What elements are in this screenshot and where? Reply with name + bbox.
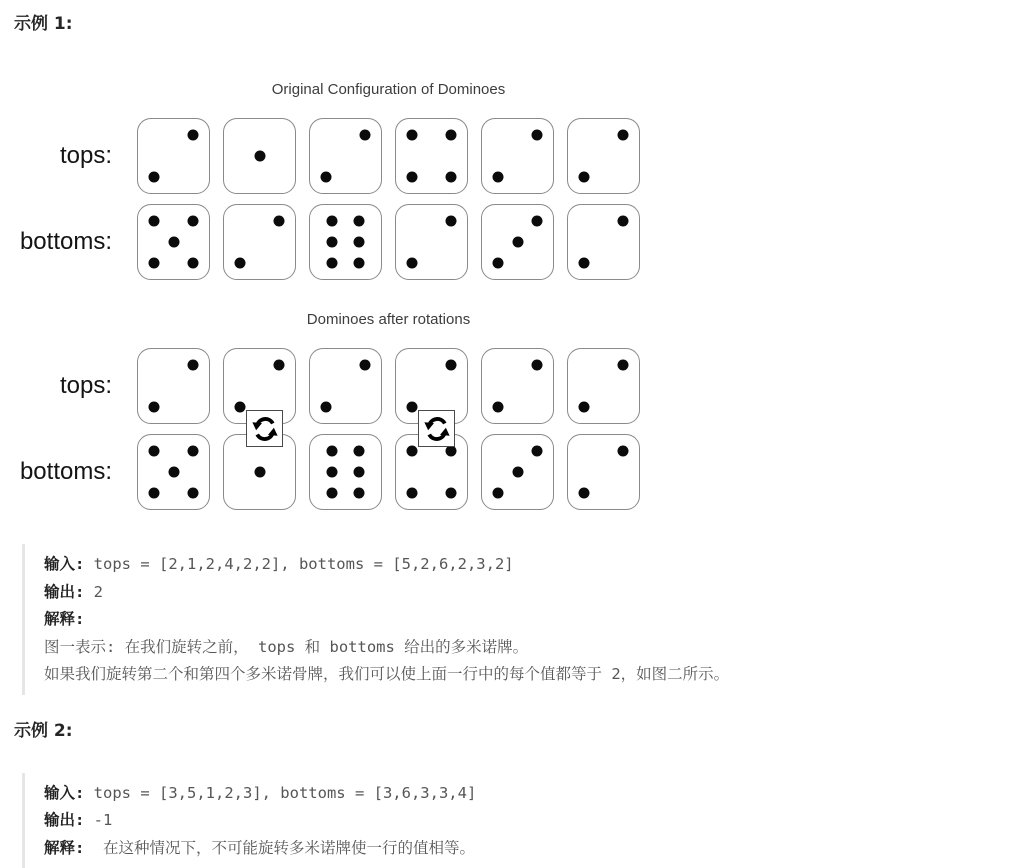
code-line: [44, 807, 1018, 835]
pip: [320, 171, 331, 182]
pip: [353, 237, 364, 248]
code-line: [44, 634, 1018, 662]
code-line: [44, 579, 1018, 607]
die-face-5: [137, 434, 210, 510]
pip: [148, 487, 159, 498]
pip: [406, 257, 417, 268]
pip: [446, 360, 457, 371]
io-label: 解释:: [44, 610, 84, 628]
pip: [148, 446, 159, 457]
pip: [360, 360, 371, 371]
bottoms-label: bottoms:: [14, 459, 137, 485]
io-label: 输出:: [44, 811, 84, 829]
pip: [148, 257, 159, 268]
code-line: [44, 780, 1018, 808]
dominoes-grid: [14, 348, 654, 510]
pip: [188, 487, 199, 498]
pip: [492, 487, 503, 498]
bottoms-dice-row: [137, 204, 654, 280]
pip: [327, 258, 338, 269]
pip: [532, 130, 543, 141]
io-label: 解释:: [44, 839, 84, 857]
die-face-2: [395, 204, 468, 280]
pip: [578, 401, 589, 412]
io-text: 在这种情况下，不可能旋转多米诺牌使一行的值相等。: [84, 839, 475, 857]
io-label: 输入:: [44, 555, 84, 573]
tops-dice-row: [137, 118, 654, 194]
pip: [360, 130, 371, 141]
pip: [353, 215, 364, 226]
pip: [578, 171, 589, 182]
pip: [274, 216, 285, 227]
figure-original-configuration: [14, 82, 1018, 280]
pip: [188, 216, 199, 227]
figure-title: Dominoes after rotations: [137, 312, 640, 328]
die-face-4: [395, 118, 468, 194]
io-text: 如果我们旋转第二个和第四个多米诺骨牌，我们可以使上面一行中的每个值都等于 2，如图二所示。: [44, 665, 729, 683]
pip: [327, 467, 338, 478]
pip: [188, 130, 199, 141]
die-face-1: [223, 118, 296, 194]
bottoms-dice-row: [137, 434, 654, 510]
die-face-2: [137, 118, 210, 194]
pip: [168, 467, 179, 478]
die-face-5: [137, 204, 210, 280]
pip: [274, 360, 285, 371]
tops-label: tops:: [14, 143, 137, 169]
pip: [188, 257, 199, 268]
code-line: [44, 551, 1018, 579]
pip: [446, 216, 457, 227]
pip: [327, 215, 338, 226]
pip: [578, 257, 589, 268]
die-face-6: [309, 204, 382, 280]
pip: [327, 237, 338, 248]
bottoms-label: bottoms:: [14, 229, 137, 255]
pip: [618, 446, 629, 457]
die-face-2: [567, 348, 640, 424]
pip: [578, 487, 589, 498]
io-label: 输出:: [44, 583, 84, 601]
pip: [327, 488, 338, 499]
pip: [618, 216, 629, 227]
io-label: 输入:: [44, 784, 84, 802]
pip: [406, 171, 417, 182]
example1-code-block: [22, 544, 1018, 695]
die-face-2: [481, 118, 554, 194]
pip: [234, 257, 245, 268]
pip: [618, 130, 629, 141]
die-face-2: [137, 348, 210, 424]
die-face-2: [309, 118, 382, 194]
pip: [353, 258, 364, 269]
die-face-2: [223, 204, 296, 280]
rotate-icon: [246, 410, 283, 447]
pip: [234, 401, 245, 412]
pip: [148, 401, 159, 412]
die-face-6: [309, 434, 382, 510]
io-text: -1: [84, 811, 112, 829]
io-text: tops = [2,1,2,4,2,2], bottoms = [5,2,6,2,3,2]: [84, 555, 513, 573]
pip: [254, 467, 265, 478]
code-line: [44, 606, 1018, 634]
example2-code-block: [22, 773, 1018, 868]
pip: [406, 401, 417, 412]
die-face-2: [309, 348, 382, 424]
pip: [353, 467, 364, 478]
pip: [406, 487, 417, 498]
pip: [446, 130, 457, 141]
pip: [148, 171, 159, 182]
pip: [254, 151, 265, 162]
io-text: 2: [84, 583, 103, 601]
die-face-2: [481, 348, 554, 424]
pip: [406, 130, 417, 141]
pip: [327, 445, 338, 456]
pip: [618, 360, 629, 371]
pip: [492, 171, 503, 182]
io-text: tops = [3,5,1,2,3], bottoms = [3,6,3,3,4]: [84, 784, 476, 802]
die-face-3: [481, 204, 554, 280]
example1-heading: 示例 1:: [14, 12, 1018, 36]
figure-title: Original Configuration of Dominoes: [137, 82, 640, 98]
pip: [492, 401, 503, 412]
pip: [446, 171, 457, 182]
code-line: [44, 835, 1018, 863]
example2-heading: 示例 2:: [14, 719, 1018, 743]
pip: [168, 237, 179, 248]
die-face-3: [481, 434, 554, 510]
pip: [353, 445, 364, 456]
pip: [532, 216, 543, 227]
pip: [148, 216, 159, 227]
pip: [188, 360, 199, 371]
die-face-2: [567, 204, 640, 280]
pip: [512, 467, 523, 478]
pip: [532, 446, 543, 457]
pip: [446, 446, 457, 457]
pip: [532, 360, 543, 371]
rotate-icon: [418, 410, 455, 447]
pip: [512, 237, 523, 248]
tops-dice-row: [137, 348, 654, 424]
tops-label: tops:: [14, 373, 137, 399]
pip: [492, 257, 503, 268]
code-line: [44, 661, 1018, 689]
dominoes-grid: [14, 118, 654, 280]
die-face-2: [567, 118, 640, 194]
io-text: 图一表示: 在我们旋转之前， tops 和 bottoms 给出的多米诺牌。: [44, 638, 528, 656]
pip: [320, 401, 331, 412]
pip: [353, 488, 364, 499]
pip: [406, 446, 417, 457]
die-face-2: [567, 434, 640, 510]
figure-after-rotations: [14, 312, 1018, 510]
pip: [446, 487, 457, 498]
pip: [188, 446, 199, 457]
